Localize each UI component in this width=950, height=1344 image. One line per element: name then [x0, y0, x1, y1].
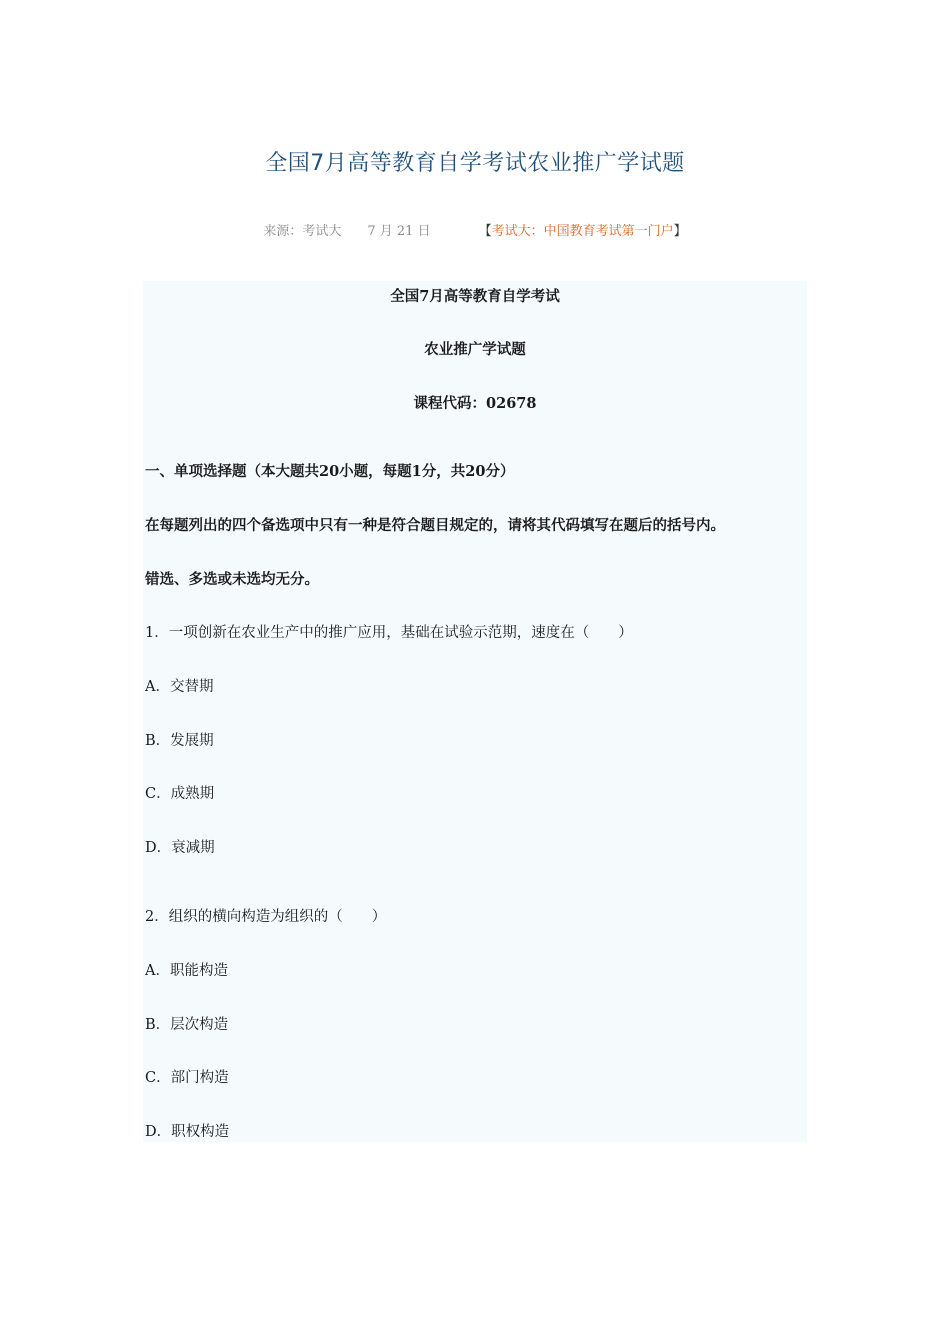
instruction-text: 错选、多选或未选均无分。 — [145, 571, 319, 588]
section-heading: 一、单项选择题（本大题共20小题，每题1分，共20分） — [145, 463, 515, 480]
publish-date: 7 月 21 日 — [367, 224, 431, 239]
answer-option: A．交替期 — [145, 679, 214, 695]
answer-option: C．部门构造 — [145, 1070, 229, 1086]
article-meta — [0, 220, 950, 239]
bracket-open: 【 — [478, 224, 492, 239]
exam-content-panel — [143, 281, 807, 1142]
page-title: 全国7月高等教育自学考试农业推广学试题 — [265, 151, 685, 176]
question-stem: 1．一项创新在农业生产中的推广应用，基础在试验示范期，速度在（ ） — [145, 625, 633, 641]
answer-option: A．职能构造 — [145, 963, 228, 979]
bracket-close: 】 — [673, 224, 687, 239]
site-link[interactable]: 考试大：中国教育考试第一门户 — [491, 224, 674, 239]
instruction-text: 在每题列出的四个备选项中只有一种是符合题目规定的，请将其代码填写在题后的括号内。 — [145, 517, 725, 534]
source-label: 来源：考试大 — [263, 224, 342, 239]
course-code: 课程代码：02678 — [413, 395, 537, 412]
answer-option: B．发展期 — [145, 733, 214, 749]
answer-option: B．层次构造 — [145, 1017, 229, 1033]
answer-option: C．成熟期 — [145, 786, 215, 802]
exam-header-title: 全国7月高等教育自学考试 — [390, 288, 560, 305]
answer-option: D．衰减期 — [145, 840, 215, 856]
answer-option: D．职权构造 — [145, 1124, 230, 1140]
exam-subject: 农业推广学试题 — [424, 341, 526, 358]
question-stem: 2．组织的横向构造为组织的（ ） — [145, 909, 387, 925]
